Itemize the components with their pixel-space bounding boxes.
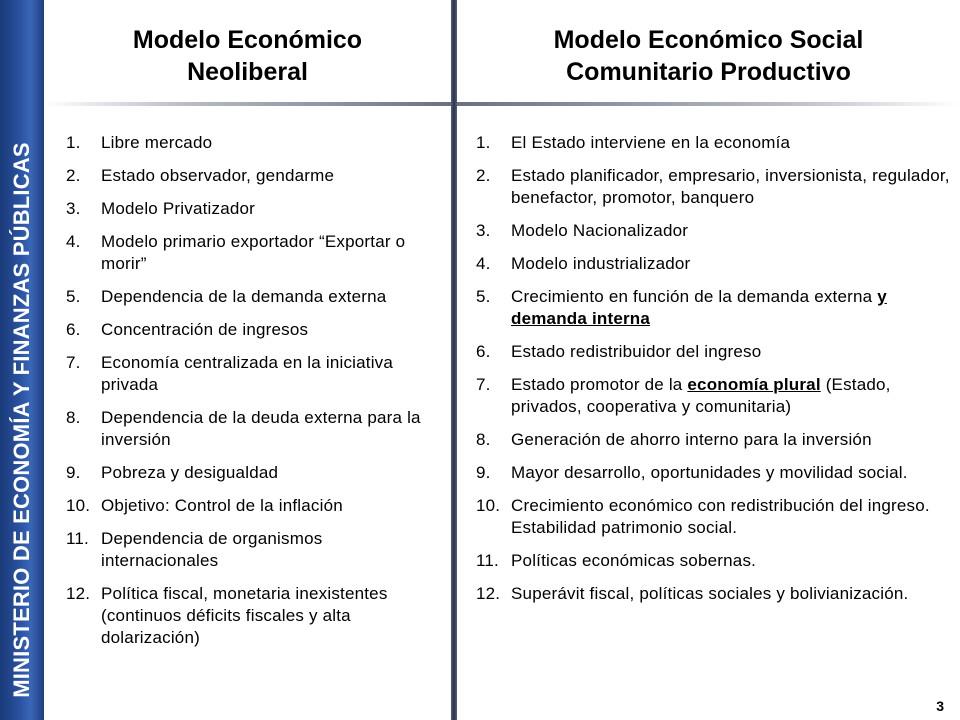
list-item: 2. Estado planificador, empresario, inversionista, regulador, benefactor, promotor, banquero: [476, 166, 950, 207]
list-item: 7. Economía centralizada en la iniciativa privada: [66, 353, 394, 394]
right-column-title: [457, 24, 960, 88]
list-item: 7. Estado promotor de la economía plural (Estado, privados, cooperativa y comunitaria): [476, 375, 891, 416]
list-item: 4. Modelo primario exportador “Exportar o morir”: [66, 232, 406, 273]
list-item: 2. Estado observador, gendarme: [66, 166, 335, 185]
left-title-line1: Modelo Económico: [132, 26, 363, 54]
list-item: 8. Dependencia de la deuda externa para la inversión: [66, 408, 421, 449]
page-number: 3: [936, 698, 944, 714]
underlined-text: economía plural: [687, 375, 821, 394]
list-item: 4. Modelo industrializador: [476, 254, 691, 273]
neoliberal-list: [66, 132, 438, 660]
list-item: 6. Estado redistribuidor del ingreso: [476, 342, 762, 361]
ministry-label: MINISTERIO DE ECONOMÍA Y FINANZAS PÚBLICAS: [9, 142, 34, 698]
list-item: 11. Dependencia de organismos internacionales: [66, 529, 323, 570]
list-item: 10. Crecimiento económico con redistribución del ingreso. Estabilidad patrimonio social.: [476, 496, 930, 537]
list-item: 1. El Estado interviene en la economía: [476, 133, 791, 152]
left-header-rule: [44, 102, 451, 106]
list-item: 12. Política fiscal, monetaria inexistentes (continuos déficits fiscales y alta dolarización): [66, 584, 388, 647]
underlined-text: y demanda interna: [511, 287, 887, 328]
list-item: 1. Libre mercado: [66, 133, 213, 152]
list-item: 3. Modelo Privatizador: [66, 199, 256, 218]
list-item: 10. Objetivo: Control de la inflación: [66, 496, 343, 515]
social-community-list: [476, 132, 960, 616]
list-item: 9. Pobreza y desigualdad: [66, 463, 279, 482]
left-column-title: [44, 24, 451, 88]
list-item: 8. Generación de ahorro interno para la inversión: [476, 430, 872, 449]
sidebar-banner: [0, 0, 44, 720]
left-title-line2: Neoliberal: [187, 58, 308, 86]
list-item: 6. Concentración de ingresos: [66, 320, 309, 339]
list-item: 12. Superávit fiscal, políticas sociales y bolivianización.: [476, 584, 909, 603]
list-item: 3. Modelo Nacionalizador: [476, 221, 689, 240]
column-divider: [451, 0, 457, 720]
right-title-line1: Modelo Económico Social: [553, 26, 864, 54]
list-item: 5. Crecimiento en función de la demanda externa y demanda interna: [476, 287, 887, 328]
list-item: 5. Dependencia de la demanda externa: [66, 287, 387, 306]
list-item: 9. Mayor desarrollo, oportunidades y movilidad social.: [476, 463, 908, 482]
right-title-line2: Comunitario Productivo: [566, 58, 851, 86]
right-header-rule: [457, 102, 960, 106]
list-item: 11. Políticas económicas sobernas.: [476, 551, 757, 570]
